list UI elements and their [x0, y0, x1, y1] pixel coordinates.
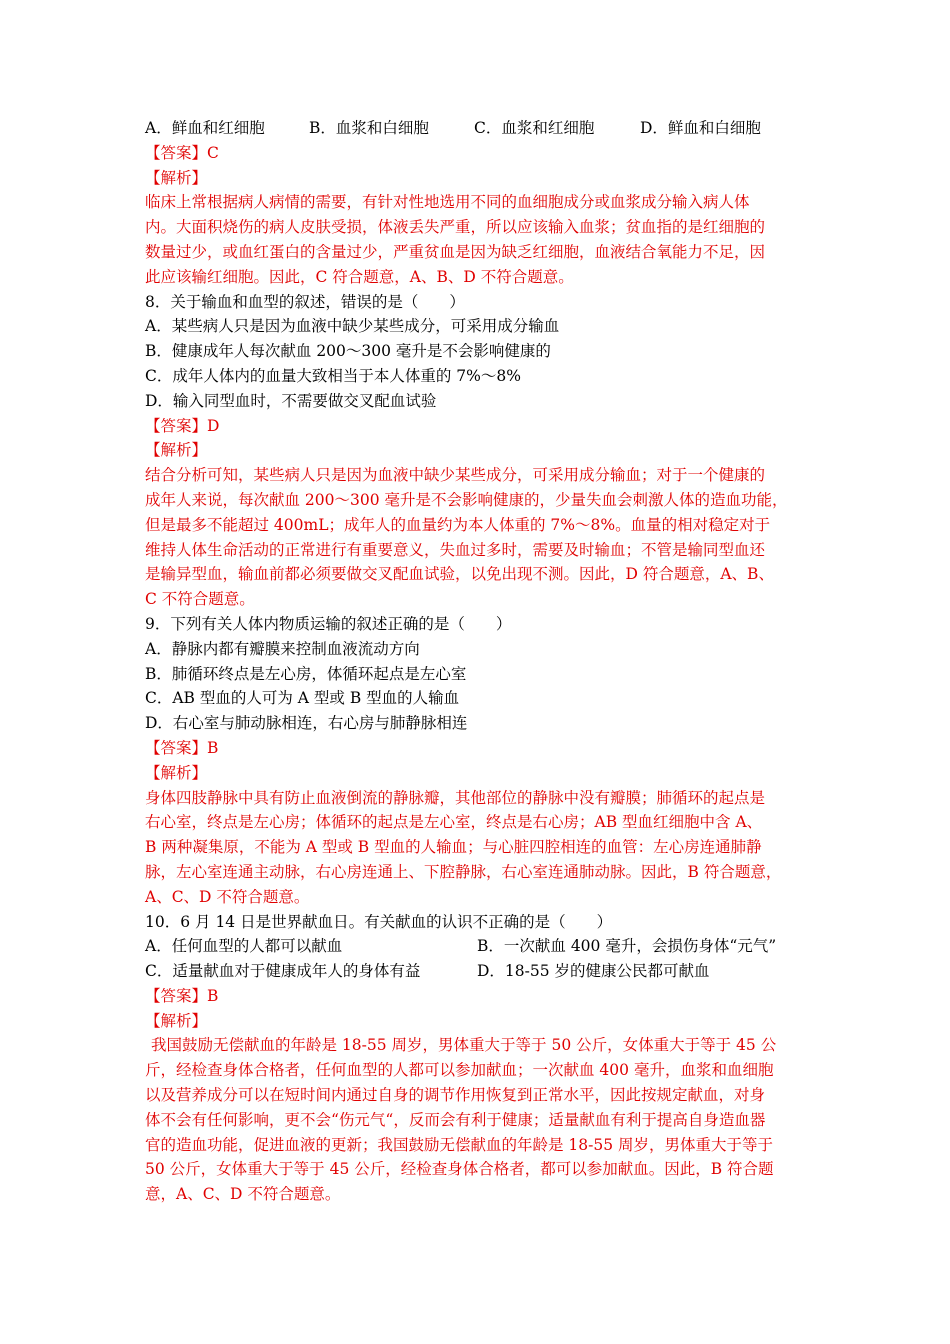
q10-analysis-line: 以及营养成分可以在短时间内通过自身的调节作用恢复到正常水平，因此按规定献血，对身	[145, 1086, 766, 1105]
q8-question: 8．关于输血和血型的叙述，错误的是（ ）	[145, 292, 465, 311]
q7-analysis-line: 内。大面积烧伤的病人皮肤受损，体液丢失严重，所以应该输入血浆；贫血指的是红细胞的	[145, 218, 766, 237]
q10-analysis-line: 斤，经检查身体合格者，任何血型的人都可以参加献血；一次献血 400 毫升，血浆和血细胞	[145, 1061, 774, 1080]
q10-option-c: C．适量献血对于健康成年人的身体有益	[145, 962, 421, 981]
q10-answer: 【答案】B	[145, 986, 219, 1005]
q9-analysis-line: B 两种凝集原，不能为 A 型或 B 型血的人输血；与心脏四腔相连的血管：左心房连通肺静	[145, 838, 762, 857]
q7-option-a: A．鲜血和红细胞	[145, 119, 265, 137]
q8-analysis-line: C 不符合题意。	[145, 590, 255, 609]
q9-analysis-line: A、C、D 不符合题意。	[145, 887, 310, 906]
q10-options-row	[145, 959, 810, 984]
q9-option-d: D．右心室与肺动脉相连，右心房与肺静脉相连	[145, 714, 468, 733]
q10-option-b: B．一次献血 400 毫升，会损伤身体“元气”	[477, 937, 777, 956]
q9-question: 9．下列有关人体内物质运输的叙述正确的是（ ）	[145, 614, 512, 633]
q9-analysis-label: 【解析】	[145, 763, 208, 782]
q10-option-a: A．任何血型的人都可以献血	[145, 937, 343, 956]
q10-analysis-line: 我国鼓励无偿献血的年龄是 18-55 周岁，男体重大于等于 50 公斤，女体重大于等于 45 公	[151, 1036, 777, 1055]
q10-options-row	[145, 934, 810, 959]
q7-option-d: D．鲜血和白细胞	[640, 119, 761, 137]
q8-analysis-line: 维持人体生命活动的正常进行有重要意义，失血过多时，需要及时输血；不管是输同型血还	[145, 540, 766, 559]
q9-analysis-line: 脉，左心室连通主动脉，右心房连通上、下腔静脉，右心室连通肺动脉。因此，B 符合题意，	[145, 862, 782, 881]
q10-option-d: D．18-55 岁的健康公民都可献血	[477, 962, 710, 981]
q7-options	[145, 116, 810, 141]
q7-answer: 【答案】C	[145, 143, 219, 162]
q8-answer: 【答案】D	[145, 416, 220, 435]
q8-analysis-line: 但是最多不能超过 400mL；成年人的血量约为本人体重的 7%～8%。血量的相对稳定对于	[145, 515, 771, 534]
q9-option-a: A．静脉内都有瓣膜来控制血液流动方向	[145, 639, 420, 658]
q7-option-c: C．血浆和红细胞	[474, 119, 595, 137]
q8-analysis-label: 【解析】	[145, 441, 208, 460]
q7-option-b: B．血浆和白细胞	[309, 119, 429, 137]
q7-analysis-line: 此应该输红细胞。因此，C 符合题意，A、B、D 不符合题意。	[145, 267, 574, 286]
q9-option-b: B．肺循环终点是左心房，体循环起点是左心室	[145, 664, 467, 683]
q9-analysis-line: 右心室，终点是左心房；体循环的起点是左心室，终点是右心房；AB 型血红细胞中含 A、	[145, 813, 763, 832]
q8-analysis-line: 是输异型血，输血前都必须要做交叉配血试验，以免出现不测。因此，D 符合题意，A、B、	[145, 565, 774, 584]
q9-answer: 【答案】B	[145, 738, 219, 757]
q8-analysis-line: 结合分析可知，某些病人只是因为血液中缺少某些成分，可采用成分输血；对于一个健康的	[145, 466, 766, 485]
q7-analysis-line: 数量过少，或血红蛋白的含量过少，严重贫血是因为缺乏红细胞，血液结合氧能力不足，因	[145, 242, 766, 261]
q8-option-b: B．健康成年人每次献血 200～300 毫升是不会影响健康的	[145, 342, 551, 361]
q7-analysis-line: 临床上常根据病人病情的需要，有针对性地选用不同的血细胞成分或血浆成分输入病人体	[145, 193, 750, 212]
q8-option-d: D．输入同型血时，不需要做交叉配血试验	[145, 391, 437, 410]
q8-option-a: A．某些病人只是因为血液中缺少某些成分，可采用成分输血	[145, 317, 560, 336]
q10-analysis-line: 50 公斤，女体重大于等于 45 公斤，经检查身体合格者，都可以参加献血。因此，B 符合题	[145, 1160, 774, 1179]
q10-analysis-line: 意，A、C、D 不符合题意。	[145, 1185, 341, 1204]
q10-analysis-label: 【解析】	[145, 1011, 208, 1030]
q8-analysis-line: 成年人来说，每次献血 200～300 毫升是不会影响健康的，少量失血会刺激人体的造血功能，	[145, 490, 788, 509]
q9-option-c: C．AB 型血的人可为 A 型或 B 型血的人输血	[145, 689, 460, 708]
q7-analysis-label: 【解析】	[145, 168, 208, 187]
q10-question: 10．6 月 14 日是世界献血日。有关献血的认识不正确的是（ ）	[145, 912, 613, 931]
q10-analysis-line: 体不会有任何影响，更不会“伤元气“，反而会有利于健康；适量献血有利于提高自身造血器	[145, 1110, 766, 1129]
q10-analysis-line: 官的造血功能，促进血液的更新；我国鼓励无偿献血的年龄是 18-55 周岁，男体重大于等于	[145, 1135, 774, 1154]
q9-analysis-line: 身体四肢静脉中具有防止血液倒流的静脉瓣，其他部位的静脉中没有瓣膜；肺循环的起点是	[145, 788, 766, 807]
q8-option-c: C．成年人体内的血量大致相当于本人体重的 7%～8%	[145, 366, 521, 385]
document-page	[145, 116, 810, 1207]
